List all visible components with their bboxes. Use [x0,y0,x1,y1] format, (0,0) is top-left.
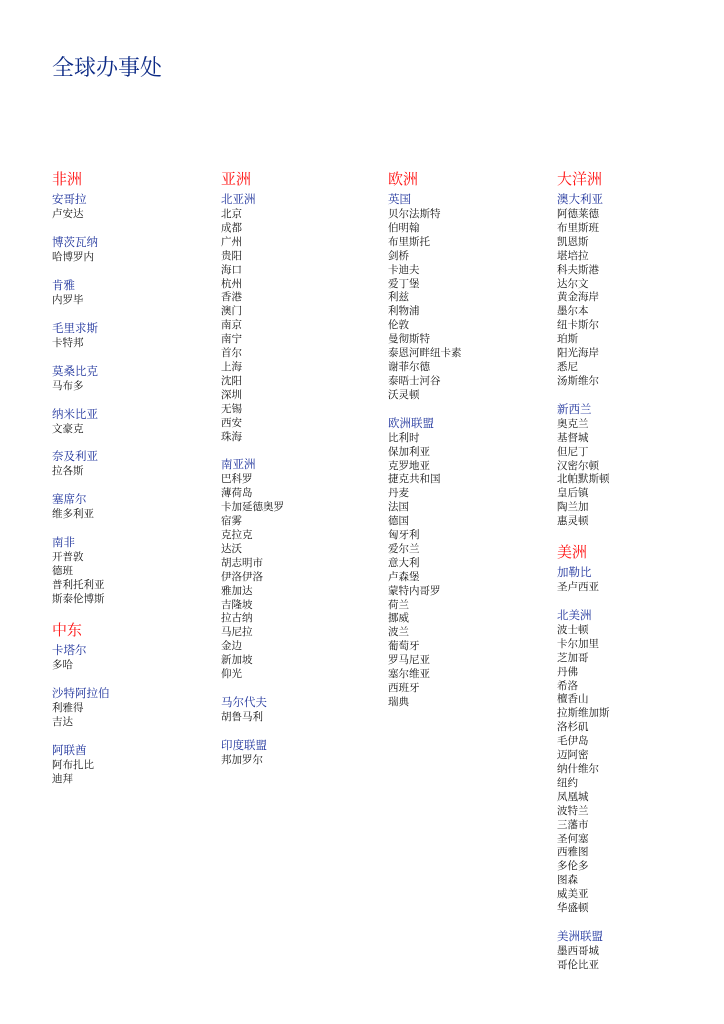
city-item: 利雅得 [52,701,84,714]
city-item: 洛杉矶 [557,721,589,734]
city-item: 圣卢西亚 [557,581,599,594]
city-item: 伯明翰 [388,221,420,234]
city-item: 多哈 [52,658,73,671]
country-name: 沙特阿拉伯 [52,685,110,700]
city-item: 巴科罗 [221,473,253,486]
city-item: 开普敦 [52,551,84,564]
country-group [557,565,717,595]
city-item: 比利时 [388,431,420,444]
region-title: 非洲 [52,170,83,188]
city-item: 雅加达 [221,584,253,597]
city-item: 文豪克 [52,422,84,435]
city-item: 泰晤士河谷 [388,374,441,387]
country-name: 马尔代夫 [221,695,267,709]
city-item: 瑞典 [388,695,409,708]
city-item: 墨尔本 [557,305,589,318]
city-item: 圣何塞 [557,832,589,845]
city-item: 吉隆坡 [221,598,253,611]
country-name: 塞席尔 [52,492,87,507]
country-name: 英国 [388,192,411,206]
city-item: 卢安达 [52,208,84,220]
country-name: 澳大利亚 [557,192,603,206]
city-item: 意大利 [388,556,420,569]
city-item: 凤凰城 [557,790,589,803]
city-item: 薄荷岛 [221,487,253,500]
city-item: 胡鲁马利 [221,711,263,723]
city-item: 挪威 [388,612,409,625]
region-title: 欧洲 [388,170,419,188]
city-item: 马布多 [52,379,84,392]
city-item: 仰光 [221,668,242,681]
city-item: 毛伊岛 [557,735,589,748]
city-item: 珀斯 [557,333,578,346]
region-section [557,169,717,529]
city-item: 布里斯班 [557,221,599,234]
city-item: 惠灵顿 [557,515,589,528]
country-name: 北亚洲 [221,192,256,206]
city-item: 悉尼 [557,360,578,373]
city-item: 伊洛伊洛 [221,570,263,583]
city-item: 迈阿密 [557,749,589,762]
city-item: 吉达 [52,715,73,728]
city-item: 捷克共和国 [388,473,441,486]
country-name: 莫桑比克 [52,363,98,378]
city-item: 西雅图 [557,846,589,859]
city-item: 荷兰 [388,598,409,611]
country-name: 南亚洲 [221,457,256,472]
city-item: 拉古纳 [221,612,253,625]
country-group [52,449,212,479]
country-name: 欧洲联盟 [388,415,434,430]
city-item: 基督城 [557,431,589,444]
city-item: 卡特邦 [52,336,84,349]
city-item: 阿德莱德 [557,208,599,220]
city-item: 胡志明市 [221,556,263,569]
city-item: 沈阳 [221,374,242,387]
city-item: 邦加罗尔 [221,753,263,766]
city-item: 檀香山 [557,693,589,706]
city-item: 金边 [221,640,242,653]
city-item: 马尼拉 [221,626,253,639]
city-item: 卡迪夫 [388,263,420,276]
city-item: 迪拜 [52,772,73,785]
country-group [52,492,212,522]
city-item: 奥克兰 [557,417,589,430]
country-name: 北美洲 [557,607,592,622]
city-item: 塞尔维亚 [388,668,430,681]
city-item: 三藩市 [557,818,589,831]
city-item: 纳什维尔 [557,763,599,775]
city-item: 拉斯维加斯 [557,707,610,720]
country-name: 新西兰 [557,401,592,416]
country-group [52,278,212,308]
city-item: 宿雾 [221,515,242,528]
city-item: 达尔文 [557,277,589,290]
city-item: 贝尔法斯特 [388,208,441,220]
city-item: 丹佛 [557,665,578,678]
city-item: 海口 [221,263,242,276]
country-group [557,929,717,973]
city-item: 南京 [221,319,242,332]
city-item: 丹麦 [388,487,409,500]
city-item: 陶兰加 [557,501,589,514]
country-group [52,643,212,673]
city-item: 西班牙 [388,682,420,694]
country-group [52,407,212,437]
country-name: 阿联酋 [52,742,87,757]
city-item: 深圳 [221,388,242,401]
city-item: 成都 [221,221,242,234]
city-item: 科夫斯港 [557,263,599,276]
city-item: 德国 [388,515,409,528]
city-item: 北帕默斯顿 [557,473,610,486]
country-name: 博茨瓦纳 [52,234,98,249]
city-item: 广州 [221,235,242,248]
city-item: 法国 [388,501,409,514]
city-item: 泰恩河畔纽卡素 [388,347,462,360]
city-item: 利兹 [388,291,409,304]
city-item: 达沃 [221,542,242,555]
city-item: 伦敦 [388,319,409,332]
city-item: 汤斯维尔 [557,374,599,387]
city-item: 香港 [221,291,242,304]
region-section [221,169,381,768]
city-item: 杭州 [221,277,242,290]
city-item: 南宁 [221,333,242,346]
city-item: 墨西哥城 [557,944,599,957]
country-group [221,738,381,768]
city-item: 澳门 [221,305,242,318]
country-group [557,608,717,916]
office-column [388,169,548,723]
city-item: 但尼丁 [557,445,589,458]
city-item: 纽卡斯尔 [557,319,599,332]
city-item: 卡加延德奥罗 [221,501,284,514]
country-group [221,457,381,682]
country-group [52,235,212,265]
city-item: 内罗毕 [52,293,84,306]
city-item: 凯恩斯 [557,235,589,248]
country-group [221,192,381,444]
city-item: 哈博罗内 [52,250,94,263]
region-section [52,169,212,607]
city-item: 堪培拉 [557,249,589,262]
city-item: 布里斯托 [388,235,430,248]
country-name: 加勒比 [557,565,592,580]
city-item: 图森 [557,874,578,887]
city-item: 谢菲尔德 [388,360,430,373]
city-item: 沃灵顿 [388,388,420,401]
city-item: 克罗地亚 [388,459,430,472]
city-item: 普利托利亚 [52,579,105,592]
region-section [52,620,212,787]
country-group [557,402,717,529]
country-name: 奈及利亚 [52,449,98,464]
city-item: 拉各斯 [52,465,84,478]
city-item: 阿布扎比 [52,758,94,771]
office-column [221,169,381,781]
city-item: 维多利亚 [52,508,94,521]
city-item: 罗马尼亚 [388,654,430,667]
city-item: 斯泰伦博斯 [52,592,105,605]
city-item: 贵阳 [221,249,242,262]
city-item: 黄金海岸 [557,291,599,304]
country-group [52,743,212,787]
city-item: 波士顿 [557,623,589,636]
city-item: 无锡 [221,402,242,415]
country-group [52,321,212,351]
city-item: 卢森堡 [388,570,420,583]
city-item: 剑桥 [388,249,409,262]
region-title: 亚洲 [221,170,252,188]
country-group [557,192,717,389]
city-item: 波兰 [388,626,409,639]
country-group [52,364,212,394]
country-name: 肯雅 [52,277,75,292]
country-name: 南非 [52,535,75,550]
city-item: 芝加哥 [557,651,589,664]
country-name: 安哥拉 [52,192,87,206]
country-group [52,535,212,607]
city-item: 利物浦 [388,305,420,318]
city-item: 蒙特内哥罗 [388,584,441,597]
region-section [388,169,548,710]
city-item: 新加坡 [221,654,253,667]
city-item: 爱尔兰 [388,542,420,555]
country-name: 印度联盟 [221,737,267,752]
page-title: 全球办事处 [52,56,163,81]
city-item: 威美亚 [557,888,589,901]
region-title: 美洲 [557,543,588,562]
city-item: 阳光海岸 [557,347,599,360]
city-item: 纽约 [557,776,578,789]
office-column [52,169,212,799]
city-item: 汉密尔顿 [557,459,599,472]
country-name: 纳米比亚 [52,406,98,421]
country-group [388,192,548,403]
city-item: 希洛 [557,679,578,692]
city-item: 葡萄牙 [388,640,420,653]
city-item: 匈牙利 [388,529,420,542]
city-item: 西安 [221,416,242,429]
city-item: 波特兰 [557,804,589,817]
country-group [52,192,212,222]
city-item: 珠海 [221,430,242,443]
city-item: 首尔 [221,347,242,360]
city-item: 上海 [221,360,242,373]
city-item: 皇后镇 [557,487,589,500]
city-item: 华盛顿 [557,902,589,915]
city-item: 卡尔加里 [557,637,599,650]
city-item: 克拉克 [221,529,253,542]
city-item: 哥伦比亚 [557,958,599,971]
region-title: 大洋洲 [557,170,603,188]
country-group [52,686,212,730]
city-item: 曼彻斯特 [388,333,430,346]
country-name: 毛里求斯 [52,320,98,335]
city-item: 保加利亚 [388,445,430,458]
country-name: 卡塔尔 [52,642,87,657]
country-name: 美洲联盟 [557,928,603,943]
city-item: 多伦多 [557,860,589,873]
region-title: 中东 [52,620,83,639]
office-column [557,169,717,986]
region-section [557,542,717,973]
city-item: 德班 [52,565,73,578]
city-item: 北京 [221,208,242,220]
city-item: 爱丁堡 [388,277,420,290]
country-group [388,416,548,710]
country-group [221,695,381,725]
